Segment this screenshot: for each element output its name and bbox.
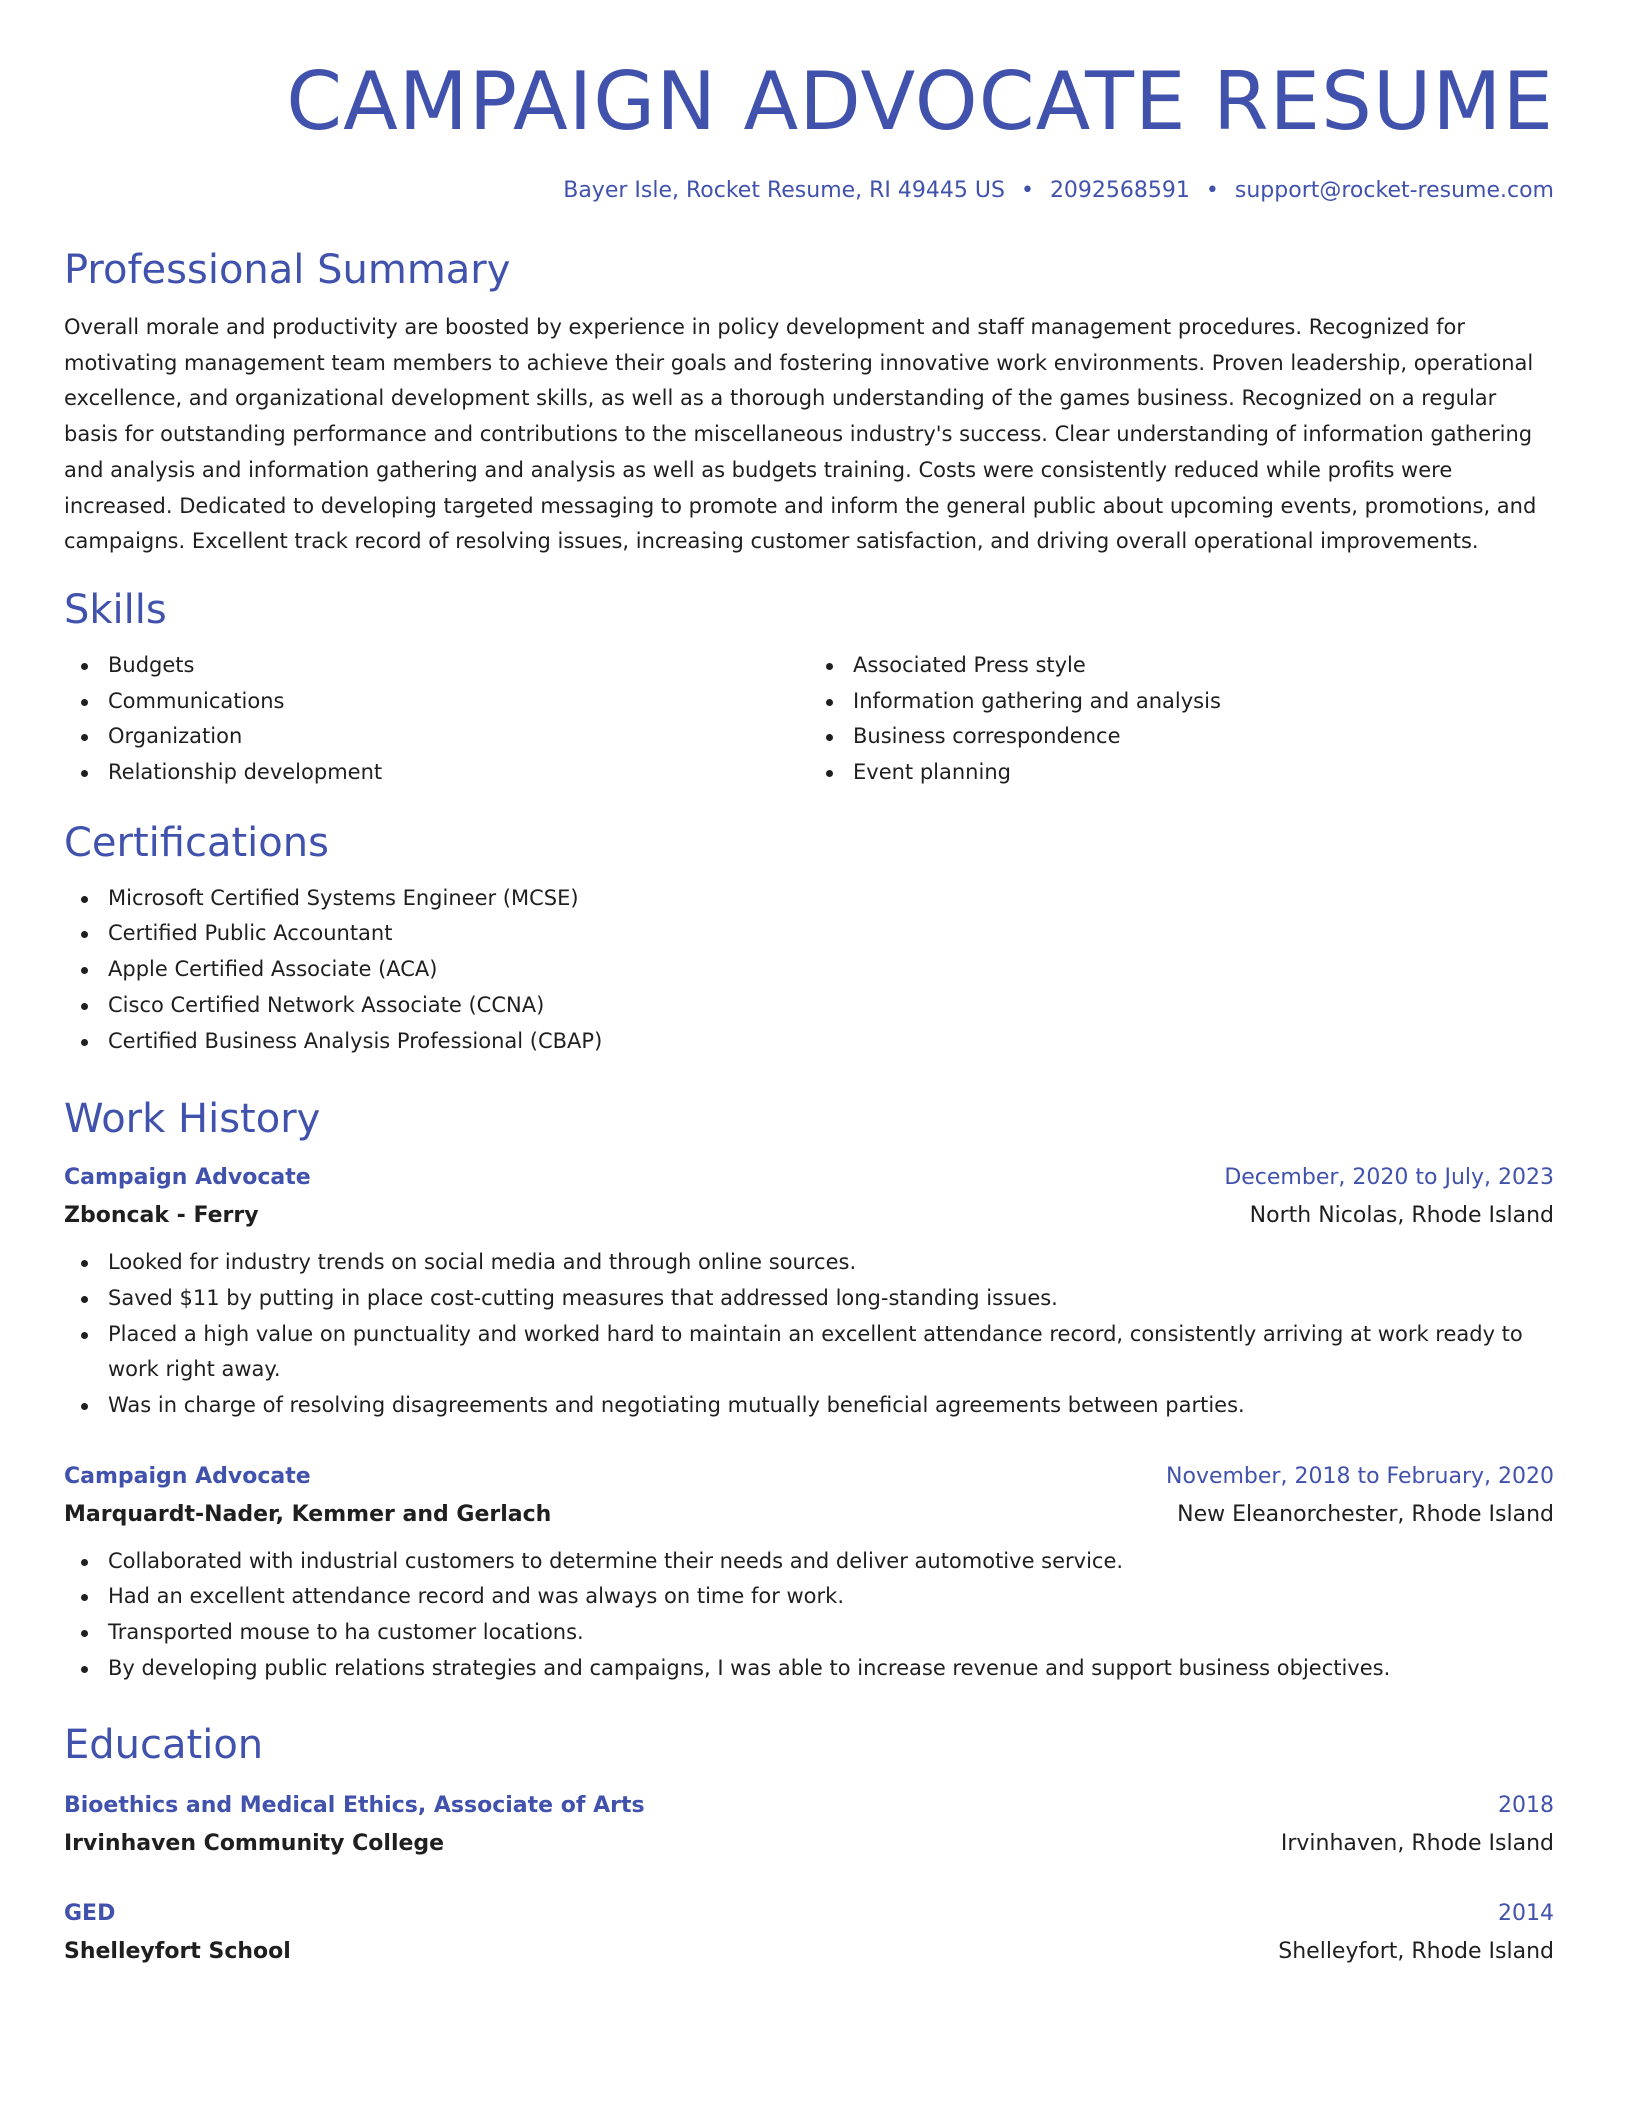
skill-item: Communications <box>108 684 809 720</box>
job-company-row <box>64 1193 1554 1231</box>
education-year: 2014 <box>1498 1900 1554 1926</box>
skill-item: Associated Press style <box>853 648 1554 684</box>
certification-item: Certified Business Analysis Professional (CBAP) <box>108 1024 1554 1060</box>
education-degree-row <box>64 1899 1554 1929</box>
job-duty: Collaborated with industrial customers to determine their needs and deliver automotive service. <box>108 1544 1554 1580</box>
skill-item: Organization <box>108 719 809 755</box>
education-location: Irvinhaven, Rhode Island <box>1280 1830 1554 1856</box>
contact-address: Bayer Isle, Rocket Resume, RI 49445 US <box>563 178 1005 203</box>
job-duty: By developing public relations strategies and campaigns, I was able to increase revenue and support business objectives. <box>108 1651 1554 1687</box>
job-company-row <box>64 1492 1554 1530</box>
skills-columns <box>64 648 1554 791</box>
skills-right-list <box>809 648 1554 791</box>
job-role: Campaign Advocate <box>64 1463 311 1489</box>
education-school: Irvinhaven Community College <box>64 1830 445 1856</box>
certification-item: Apple Certified Associate (ACA) <box>108 952 1554 988</box>
contact-separator: • <box>1205 178 1219 203</box>
contact-separator: • <box>1020 178 1034 203</box>
skills-heading: Skills <box>64 586 167 633</box>
summary-text: Overall morale and productivity are boosted by experience in policy development and staff management procedures. Recognized for motivating management team members to achieve their goals and fostering innovative work environments. Proven leadership, operational excellence, and organizational development skills, as well as a thorough understanding of the games business. Recognized on a regular basis for outstanding performance and contributions to the miscellaneous industry's success. Clear understanding of information gathering and analysis and information gathering and analysis as well as budgets training. Costs were consistently reduced while profits were increased. Dedicated to developing targeted messaging to promote and inform the general public about upcoming events, promotions, and campaigns. Excellent track record of resolving issues, increasing customer satisfaction, and driving overall operational improvements. <box>64 315 1537 554</box>
job-dates: December, 2020 to July, 2023 <box>1224 1165 1554 1191</box>
job-entry <box>64 1462 1554 1687</box>
job-duty: Was in charge of resolving disagreements and negotiating mutually beneficial agreements between parties. <box>108 1388 1554 1424</box>
certifications-list <box>64 881 1554 1060</box>
contact-email: support@rocket-resume.com <box>1234 178 1554 203</box>
education-school-row <box>64 1929 1554 1967</box>
certifications-heading: Certifications <box>64 819 329 866</box>
summary-heading: Professional Summary <box>64 247 511 293</box>
resume-header <box>64 0 1554 206</box>
skill-item: Event planning <box>853 755 1554 791</box>
job-duties-list <box>64 1544 1554 1687</box>
education-heading: Education <box>64 1721 264 1768</box>
education-location: Shelleyfort, Rhode Island <box>1278 1938 1554 1964</box>
certification-item: Certified Public Accountant <box>108 916 1554 952</box>
job-company: Zboncak - Ferry <box>64 1203 259 1229</box>
education-entry <box>64 1791 1554 1859</box>
resume-title: CAMPAIGN ADVOCATE RESUME <box>286 55 1554 148</box>
education-school-row <box>64 1821 1554 1859</box>
job-title-row <box>64 1163 1554 1193</box>
job-duty: Transported mouse to ha customer locations. <box>108 1615 1554 1651</box>
resume-page <box>64 0 1554 1967</box>
certification-item: Microsoft Certified Systems Engineer (MCSE) <box>108 881 1554 917</box>
skill-item: Business correspondence <box>853 719 1554 755</box>
job-title-row <box>64 1462 1554 1492</box>
education-degree: GED <box>64 1900 116 1926</box>
job-duty: Placed a high value on punctuality and worked hard to maintain an excellent attendance record, consistently arriving at work ready to work right away. <box>108 1317 1554 1388</box>
job-dates: November, 2018 to February, 2020 <box>1166 1463 1554 1489</box>
work-history-heading: Work History <box>64 1096 321 1143</box>
job-duty: Had an excellent attendance record and was always on time for work. <box>108 1579 1554 1615</box>
job-duty: Saved $11 by putting in place cost-cutting measures that addressed long-standing issues. <box>108 1281 1554 1317</box>
job-duty: Looked for industry trends on social media and through online sources. <box>108 1245 1554 1281</box>
education-degree-row <box>64 1791 1554 1821</box>
skills-left-list <box>64 648 809 791</box>
job-location: North Nicolas, Rhode Island <box>1249 1203 1554 1229</box>
job-role: Campaign Advocate <box>64 1165 311 1191</box>
skill-item: Budgets <box>108 648 809 684</box>
contact-line <box>64 176 1554 206</box>
job-duties-list <box>64 1245 1554 1424</box>
job-company: Marquardt-Nader, Kemmer and Gerlach <box>64 1501 552 1527</box>
skill-item: Information gathering and analysis <box>853 684 1554 720</box>
job-location: New Eleanorchester, Rhode Island <box>1177 1501 1554 1527</box>
skill-item: Relationship development <box>108 755 809 791</box>
certification-item: Cisco Certified Network Associate (CCNA) <box>108 988 1554 1024</box>
job-entry <box>64 1163 1554 1424</box>
education-degree: Bioethics and Medical Ethics, Associate of Arts <box>64 1792 645 1818</box>
education-school: Shelleyfort School <box>64 1938 291 1964</box>
education-year: 2018 <box>1498 1792 1554 1818</box>
contact-phone: 2092568591 <box>1049 178 1190 203</box>
education-entry <box>64 1899 1554 1967</box>
